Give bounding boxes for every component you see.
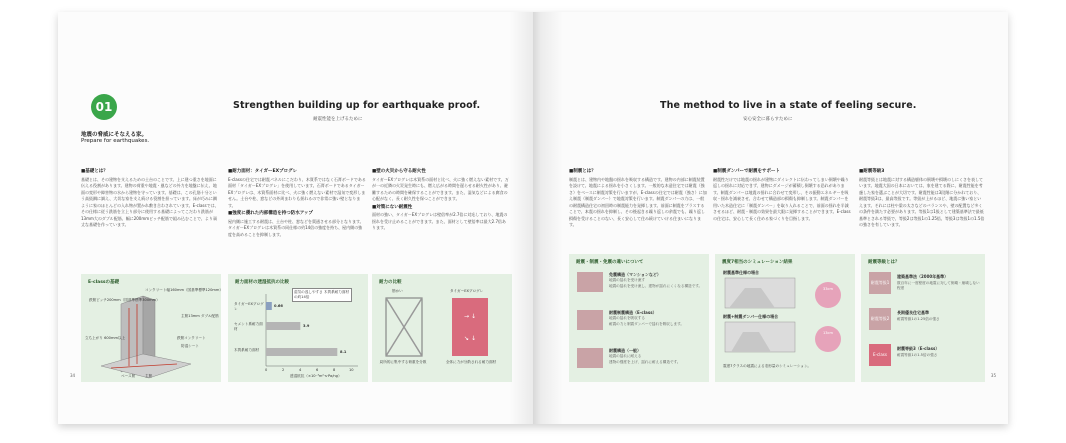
panel-title: E-classの基礎 (88, 280, 120, 285)
column-body: 屋内側に施工する耐震は、土台や柱、窓などを貫通させる部分となります。タイガーEXプログレは木質系の同仕様の約14倍の強度を持ち、屋内側の強度を高めることを抑制します。 (228, 218, 364, 237)
brace-diagram (372, 274, 512, 382)
left-page (58, 12, 533, 424)
grade-desc: 耐震等級1の1.25倍の強さ (897, 317, 940, 321)
deformation-33cm-badge (815, 282, 841, 308)
row-desc: 建物の強度を上げ、揺れに耐える構造です。 (609, 360, 681, 364)
column-title: ■対策にない耐震性 (372, 204, 413, 210)
text-column-fire (372, 169, 510, 234)
column-body: 制震とは、建物内や地盤の揺れを吸収する構造です。建物の内部に制震装置を設けて、地震による揺れを小さくします。一般的な木造住宅では耐震（強さ）をベースに制震対策を行いますが、E-classの住宅では耐震（強さ）に加え制震（制震ダンパー）で地震対策を行います。制震ダンパーの力は、一般の耐震構造住宅の初回時の制震能力を発揮します。前面に制震をプラスすることで、本震の揺れを抑制し、その後起きる繰り返しの余震でも、繰り返し損傷を受けることのない、長く安心して住み続けていける住まいになります。 (569, 176, 707, 227)
column-body: 基礎とは、その建物を支えるための土台のことです。上に建つ重さを地面に伝える役割があります。建物の荷重や地震・風などの外力を地盤に伝え、地面の変形や障害物の水から建物を守っています。基礎は、この孔筋十分という高級鋼に調え、大切な家を支え続ける役割を担っています。床が巧みに鋼ように家のほとんどの入れ物が置かれ敷き合わされています。E-classでは、その仕様に従う鉄筋を立上り部分に使用する基礎によってこだわり鉄筋が13mm大のダブル配筋、幅に200mmピッチ配筋で組み込むことで、より頑丈な基礎を作っています。 (81, 176, 219, 227)
column-title: ■基礎とは？ (81, 169, 108, 174)
row-title: 耐震構造（一般） (609, 348, 641, 353)
bar-value: 0.66 (274, 304, 283, 308)
panel-title: 耐力面材の透湿抵抗の比較 (235, 280, 289, 285)
bar-tiger (266, 302, 272, 310)
bar-value: 8.1 (340, 350, 347, 354)
row-title: 免震構造（マンションなど） (609, 272, 661, 277)
grade-desc: 耐震等級1の1.5倍の強さ (897, 353, 938, 357)
x-tick: 8 (333, 368, 336, 372)
text-column-panel (228, 169, 366, 240)
diagram-label: ベース筋 (121, 374, 136, 378)
svg-text:→ ↓: → ↓ (464, 313, 476, 320)
bar-label: セメント系耐力面材 (234, 322, 263, 331)
x-tick: 4 (299, 368, 302, 372)
house-icon (577, 272, 603, 292)
column-title: ■制震とは？ (569, 169, 596, 174)
strength-comparison-panel (372, 274, 512, 382)
page-number: 35 (990, 373, 996, 378)
text-column-damper (713, 169, 851, 224)
bar-cement (266, 322, 300, 330)
text-column-damping (569, 169, 707, 231)
magazine-spread (58, 12, 1008, 424)
grade-title: 耐震等級3（E-class） (897, 346, 940, 351)
diagram-label: コンクリート幅160mm（国基準標準120mm） (145, 288, 223, 292)
left-subheading: 耐震性能を上げるために (313, 117, 363, 122)
diagram-label: 筋かい (392, 289, 403, 293)
diagram-label: 防湿シート (181, 344, 199, 348)
column-body: 耐震性だけでは地震の揺れが建物にダイレクトに伝わってしまい倒壊や繰り返しの揺れに対応できず、建物にダメージが蓄積し倒壊する恐れがあります。制震ダンパーは地震の揺れに合わせて変形し、その振動エネルギーを吸収・揺れを減衰させ、合わせて構造部の損傷も抑制します。制震ダンパーを用いた木造住宅に「制震ダンパー」を取り入れることで、前面の揺れを半減させるほど、耐震・制震の効果を最大限に発揮することができます。E-classの住宅は、安心して長く住める家づくりを目指します。 (713, 176, 851, 221)
right-heading: The method to live in a state of feeling secure. (660, 100, 917, 111)
left-heading: Strengthen building up for earthquake proof. (233, 100, 481, 111)
diagram-label: 主筋13mm ダブル配筋 (181, 314, 219, 318)
simulation-caption: 震度7クラスの地震による変形量のシミュレーション。 (723, 364, 811, 368)
column-title: ■耐力面材：タイガーEXプログレ (228, 169, 298, 174)
grade-desc: 数百年に一度程度の地震に対して倒壊・崩壊しない程度 (897, 281, 980, 290)
section-number-badge: 01 (91, 94, 117, 120)
column-title: ■壁の火災から守る耐火性 (372, 169, 426, 174)
row-desc: 耐震の力と制震ダンパーで揺れを吸収します。 (609, 322, 684, 326)
column-body: タイガーEXプログレは木質系の面材と比べ、火に強く燃えない素材です。万が一の近隣の火災発生時にも、燃え広がる時間を遅らせる耐火性があり、避難するための時間を確保することができます。また、湿気などによる腐食の心配がなく、長く耐久性を保つことができます。 (372, 176, 509, 201)
text-column-grade (859, 169, 985, 231)
diagram-label: タイガーEXプログレ (450, 289, 484, 293)
right-page (533, 12, 1008, 424)
column-body: 耐震等級とは地震に対する構造躯体の倒壊や損壊のしにくさを表しています。地震大国の日本においては、家を建てる際に、耐震性能を考慮した家を選ぶことが大切です。耐震性能は3段階に分かれており、耐震等級3は、最高等級です。等級が上がるほど、地震に強い家といえます。それには柱や梁の太さなどのバランスや、壁の配置など多くの条件を満たす必要があります。等級1は1級として建築基準法で最低基準とされる等級で、等級2は等級1の1.25倍、等級3は等級1の1.5倍の強さを有しています。 (859, 176, 985, 227)
section-tagline-en: Prepare for earthquakes. (81, 138, 150, 144)
row-sub: 地震の揺れを吸収する (609, 316, 645, 320)
grade-badge: 耐震等級2 (869, 308, 891, 330)
simulation-block-title: 耐震基準仕様の場合 (723, 270, 759, 275)
diagram-label: 全体に力が分散される耐力面材 (445, 360, 497, 364)
bar-value: 3.9 (303, 324, 310, 328)
deformation-value: 13cm (822, 331, 834, 335)
house-icon (577, 310, 603, 330)
row-sub: 地震の揺れに耐える (609, 354, 642, 358)
grade-title: 長期優良住宅基準 (897, 310, 929, 315)
column-title: ■耐震等級3 (859, 169, 885, 174)
x-axis-label: 透湿抵抗（×10⁻³m²·s·Pa/ng） (290, 374, 342, 378)
x-tick: 2 (282, 368, 285, 372)
row-title: 耐震制震構造（E-class） (609, 310, 657, 315)
panel-title: 耐力の比較 (379, 280, 402, 285)
row-desc: 地震の揺れを受け流し、建物が揺れにくくなる構造です。 (609, 284, 703, 288)
grade-badge-eclass: E-class (869, 344, 891, 366)
page-number: 34 (70, 373, 76, 378)
seismic-grade-panel (861, 254, 985, 382)
text-column-foundation (81, 169, 219, 231)
panel-title: 耐震・制震・免震の違いについて (576, 260, 644, 265)
panel-title: 震度7相当のシミュレーション結果 (722, 260, 793, 265)
simulation-block-title: 耐震+制震ダンパー仕様の場合 (723, 314, 779, 319)
structure-types-panel (569, 254, 709, 382)
panel-title: 耐震等級とは？ (868, 260, 900, 265)
x-tick: 6 (316, 368, 319, 372)
section-tagline-ja: 地震の脅威にそなえる家。 (81, 132, 148, 138)
deformation-13cm-badge (815, 326, 841, 352)
bar-wood (266, 348, 337, 356)
column-body: E-classの住宅では耐震パネルにこだわり、木質系ではなく石膏ボードである面材「タイガーEXプログレ」を使用しています。石膏ボードであるタイガーEXプログレは、木質系面材に比べ、火に強く燃えない素材で湿気で変形しません。土台や柱、窓などの外周まわりも揺れるので非常に強い壁となります。 (228, 176, 366, 208)
diagram-label: 立ち上がり 600mm以上 (85, 336, 126, 340)
svg-text:↘ ↓: ↘ ↓ (464, 335, 476, 342)
right-subheading: 安心安全に暮らすために (743, 117, 793, 122)
grade-title: 建築基準法（2000年基準） (897, 274, 949, 279)
column-title: ■制震ダンパーで耐震をサポート (713, 169, 780, 174)
moisture-resistance-panel (228, 274, 368, 382)
callout-box: 湿気の逃しやすさ 木質系耐力面材の約14倍 (292, 288, 352, 302)
bar-label: 木質系耐力面材 (234, 348, 260, 352)
grade-badge: 耐震等級1 (869, 272, 891, 294)
simulation-panel (715, 254, 855, 382)
column-body: 面材の強い、タイガーEXプログレは壁倍率が2.7倍に対応しており、地震の揺れを受け止めることができます。また、面材として壁倍率は最大2.7倍あります。 (372, 212, 508, 230)
row-sub: 地震の揺れを受け流す (609, 278, 645, 282)
deformation-value: 33cm (822, 287, 834, 291)
foundation-diagram-panel (81, 274, 221, 382)
diagram-label: 鉄筋コンクリート (177, 336, 206, 340)
bar-label: タイガーEXプログレ (234, 302, 264, 311)
house-icon (577, 348, 603, 368)
diagram-label: 主筋 (145, 374, 153, 378)
diagram-label: 鉄筋ピッチ200mm（国基準標準300mm） (89, 298, 160, 302)
diagram-label: 局所的に集中する荷重を分散 (379, 360, 427, 364)
x-tick: 0 (265, 368, 268, 372)
column-title: ■強度に優れた内部構造を持つ防水アップ (228, 211, 313, 216)
x-tick: 10 (349, 368, 354, 372)
